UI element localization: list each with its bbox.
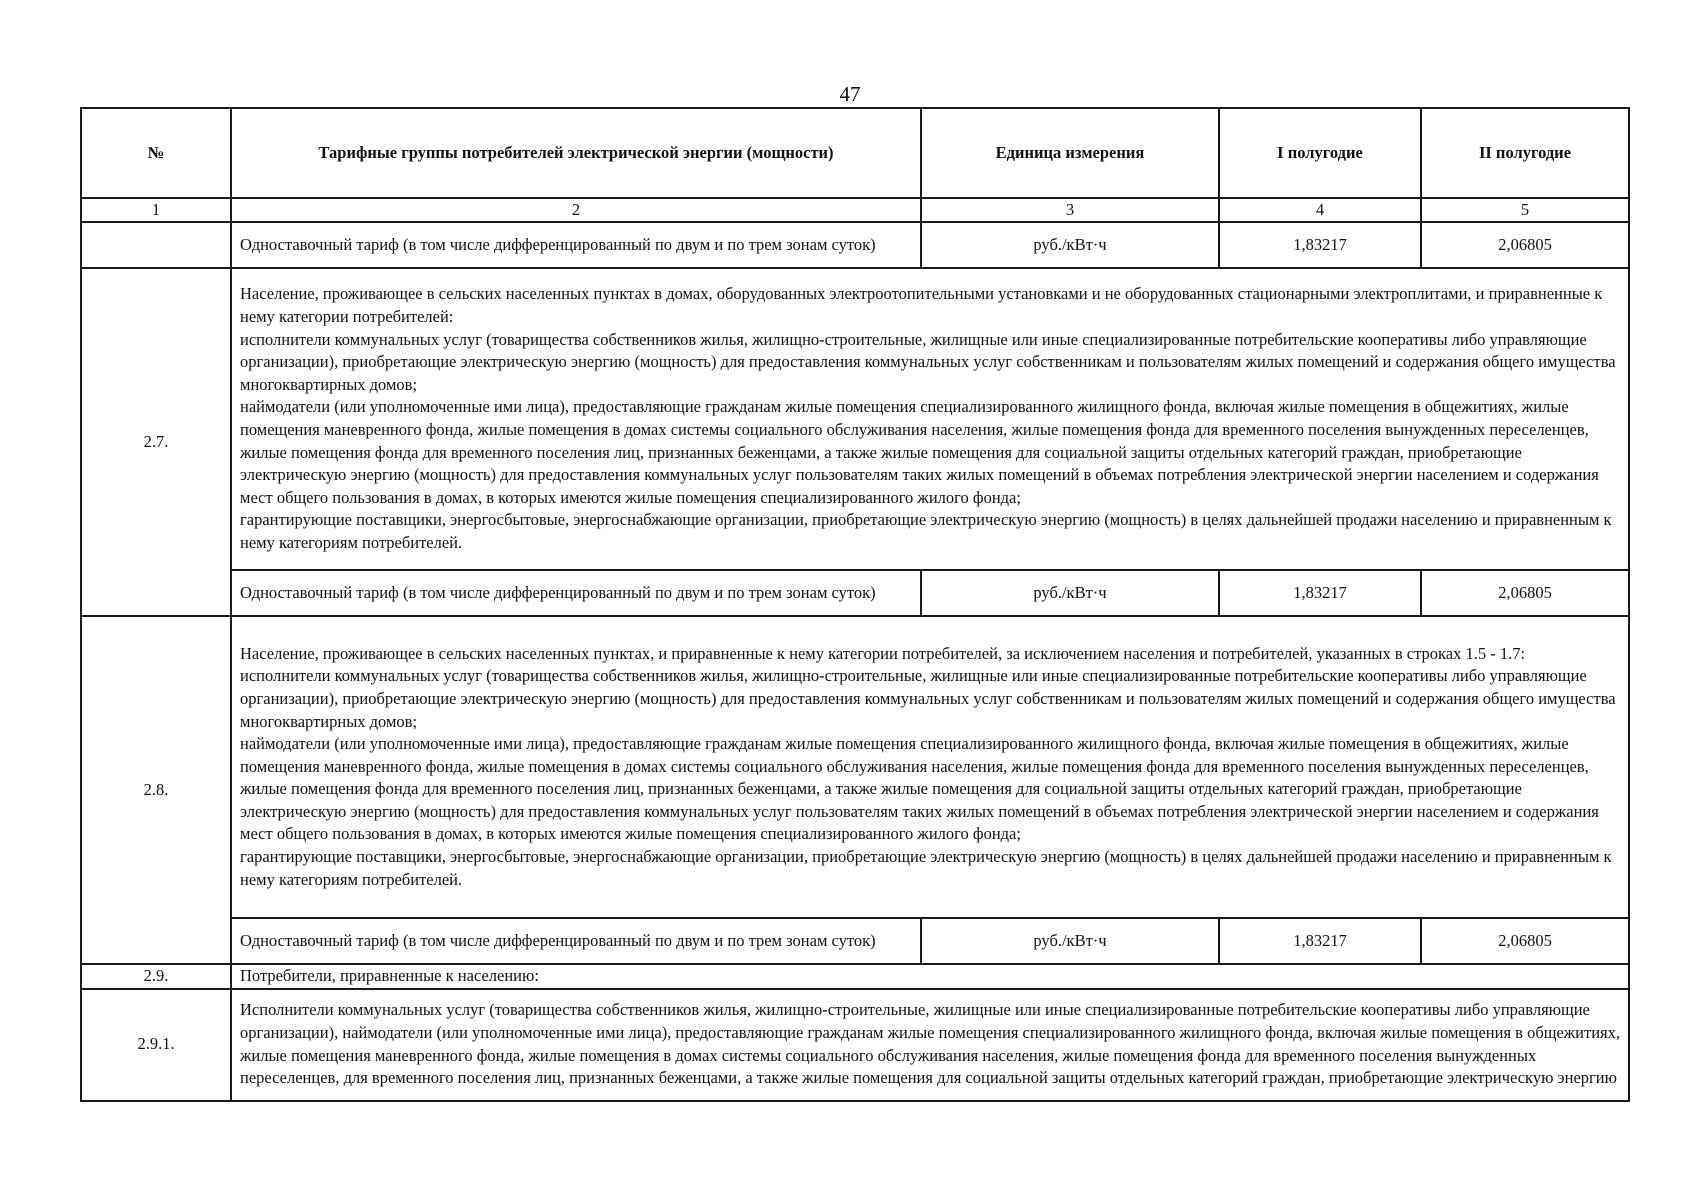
description-paragraph: исполнители коммунальных услуг (товарищества собственников жилья, жилищно-строительные, жилищные или иные специализированные потребительские кооперативы либо управляющие организации), приобретающие электрическую энергию (мощность) для предоставления коммунальных услуг собственникам и пользователям жилых помещений и содержания общего имущества многоквартирных домов; — [240, 329, 1616, 394]
group-description: Потребители, приравненные к населению: — [231, 964, 1629, 989]
description-paragraph: исполнители коммунальных услуг (товарищества собственников жилья, жилищно-строительные, жилищные или иные специализированные потребительские кооперативы либо управляющие организации), приобретающие электрическую энергию (мощность) для предоставления коммунальных услуг собственникам и пользователям жилых помещений и содержания общего имущества многоквартирных домов; — [240, 666, 1616, 731]
half2-value: 2,06805 — [1421, 918, 1629, 964]
header-half1: I полугодие — [1219, 108, 1421, 198]
header-half2: II полугодие — [1421, 108, 1629, 198]
description-paragraph: гарантирующие поставщики, энергосбытовые, энергоснабжающие организации, приобретающие электрическую энергию (мощность) в целях дальнейшей продажи населению и приравненным к нему категориям потребителей. — [240, 847, 1612, 889]
description-paragraph: гарантирующие поставщики, энергосбытовые, энергоснабжающие организации, приобретающие электрическую энергию (мощность) в целях дальнейшей продажи населению и приравненным к нему категориям потребителей. — [240, 510, 1612, 552]
row-number-empty — [81, 222, 231, 268]
description-paragraph: Население, проживающее в сельских населенных пунктах в домах, оборудованных электроотопительными установками и не оборудованных стационарными электроплитами, и приравненные к нему категории потребителей: — [240, 284, 1603, 327]
header-num: № — [81, 108, 231, 198]
group-description — [231, 616, 1629, 918]
table-row — [81, 918, 1629, 964]
description-paragraph: наймодатели (или уполномоченные ими лица), предоставляющие гражданам жилые помещения специализированного жилищного фонда, включая жилые помещения в общежитиях, жилые помещения маневренного фонда, жилые помещения в домах системы социального обслуживания населения, жилые помещения фонда для временного поселения вынужденных переселенцев, жилые помещения фонда для временного поселения лиц, признанных беженцами, а также жилые помещения для социальной защиты отдельных категорий граждан, приобретающие электрическую энергию (мощность) для предоставления коммунальных услуг пользователям таких жилых помещений в объемах потребления электрической энергии населением и содержания мест общего пользования в домах, в которых имеются жилые помещения специализированного жилого фонда; — [240, 734, 1599, 844]
row-number: 2.9. — [81, 964, 231, 989]
half1-value: 1,83217 — [1219, 570, 1421, 616]
half2-value: 2,06805 — [1421, 222, 1629, 268]
half1-value: 1,83217 — [1219, 918, 1421, 964]
table-row — [81, 570, 1629, 616]
header-row — [81, 108, 1629, 198]
column-numbers-row — [81, 198, 1629, 222]
column-number: 3 — [921, 198, 1219, 222]
row-number: 2.8. — [81, 616, 231, 964]
table-row — [81, 268, 1629, 570]
table-row — [81, 616, 1629, 918]
rate-name: Одноставочный тариф (в том числе дифференцированный по двум и по трем зонам суток) — [231, 918, 921, 964]
column-number: 2 — [231, 198, 921, 222]
group-description: Исполнители коммунальных услуг (товарищества собственников жилья, жилищно-строительные, жилищные или иные специализированные потребительские кооперативы либо управляющие организации), наймодатели (или уполномоченные ими лица), предоставляющие гражданам жилые помещения специализированного жилищного фонда, включая жилые помещения в общежитиях, жилые помещения маневренного фонда, жилые помещения в домах системы социального обслуживания населения, жилые помещения фонда для временного поселения вынужденных переселенцев, для временного поселения лиц, признанных беженцами, а также жилые помещения для социальной защиты отдельных категорий граждан, приобретающие электрическую энергию — [231, 989, 1629, 1101]
tariff-table — [80, 107, 1630, 1102]
table-row — [81, 964, 1629, 989]
description-paragraph: наймодатели (или уполномоченные ими лица), предоставляющие гражданам жилые помещения специализированного жилищного фонда, включая жилые помещения в общежитиях, жилые помещения маневренного фонда, жилые помещения в домах системы социального обслуживания населения, жилые помещения фонда для временного поселения вынужденных переселенцев, жилые помещения фонда для временного поселения лиц, признанных беженцами, а также жилые помещения для социальной защиты отдельных категорий граждан, приобретающие электрическую энергию (мощность) для предоставления коммунальных услуг пользователям таких жилых помещений в объемах потребления электрической энергии населением и содержания мест общего пользования в домах, в которых имеются жилые помещения специализированного жилого фонда; — [240, 397, 1599, 507]
page-number: 47 — [839, 82, 861, 106]
column-number: 5 — [1421, 198, 1629, 222]
half2-value: 2,06805 — [1421, 570, 1629, 616]
column-number: 1 — [81, 198, 231, 222]
table-row — [81, 222, 1629, 268]
half1-value: 1,83217 — [1219, 222, 1421, 268]
unit-cell: руб./кВт·ч — [921, 918, 1219, 964]
unit-cell: руб./кВт·ч — [921, 570, 1219, 616]
column-number: 4 — [1219, 198, 1421, 222]
header-groups: Тарифные группы потребителей электрической энергии (мощности) — [231, 108, 921, 198]
row-number: 2.9.1. — [81, 989, 231, 1101]
rate-name: Одноставочный тариф (в том числе дифференцированный по двум и по трем зонам суток) — [231, 570, 921, 616]
header-unit: Единица измерения — [921, 108, 1219, 198]
description-paragraph: Население, проживающее в сельских населенных пунктах, и приравненные к нему категории потребителей, за исключением населения и потребителей, указанных в строках 1.5 - 1.7: — [240, 643, 1526, 663]
row-number: 2.7. — [81, 268, 231, 616]
group-description — [231, 268, 1629, 570]
unit-cell: руб./кВт·ч — [921, 222, 1219, 268]
rate-name: Одноставочный тариф (в том числе дифференцированный по двум и по трем зонам суток) — [231, 222, 921, 268]
table-row — [81, 989, 1629, 1101]
